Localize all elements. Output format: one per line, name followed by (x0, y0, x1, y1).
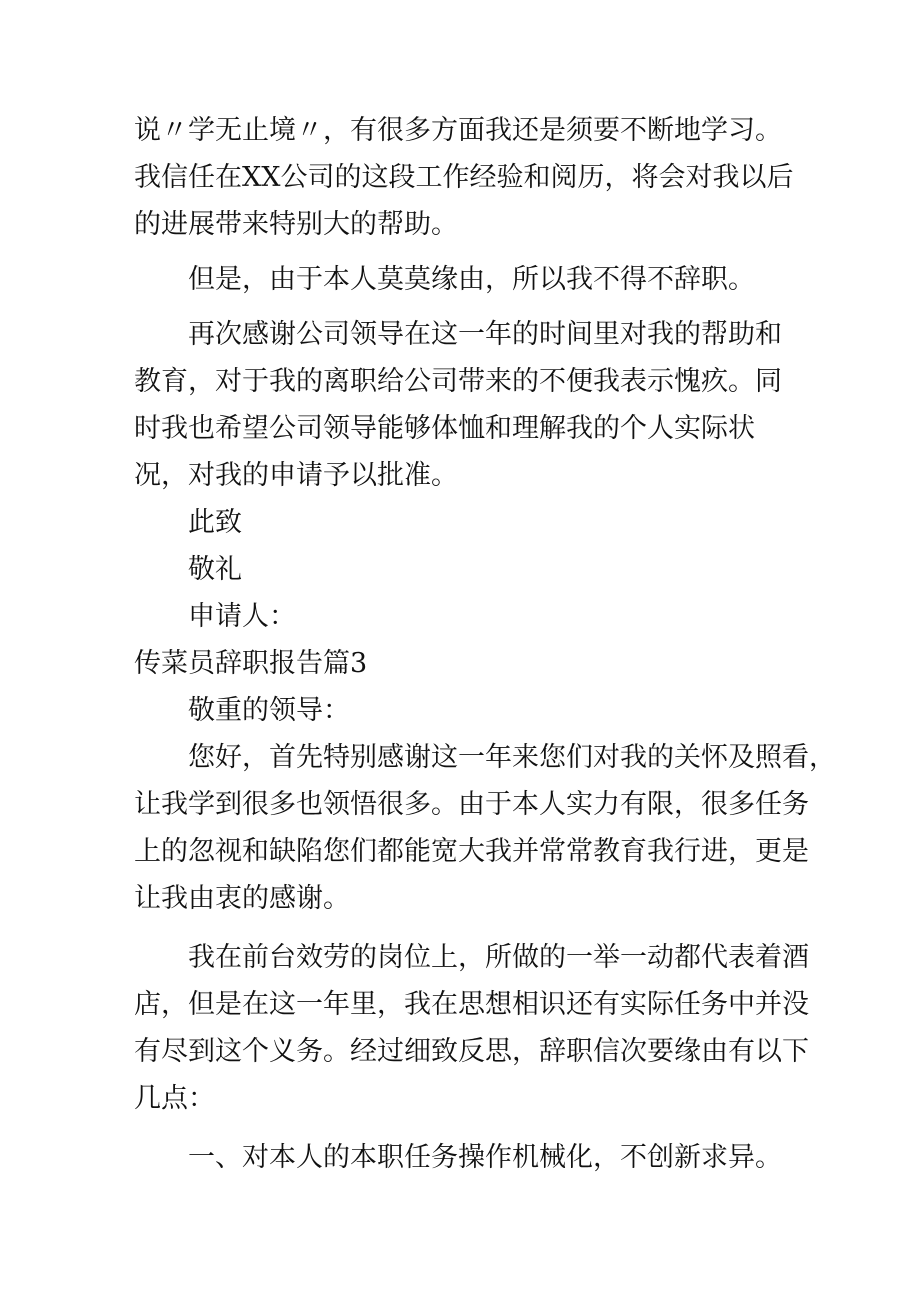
text-line: 教育，对于我的离职给公司带来的不便我表示愧疚。同 (134, 366, 782, 397)
section-title: 传菜员辞职报告篇3 (134, 648, 368, 679)
text-line: 让我由衷的感谢。 (134, 883, 350, 914)
closing-salutation: 敬礼 (188, 554, 242, 585)
text-line: 再次感谢公司领导在这一年的时间里对我的帮助和 (188, 319, 782, 350)
text-line: 一、对本人的本职任务操作机械化，不创新求异。 (188, 1142, 782, 1173)
text-line: 让我学到很多也领悟很多。由于本人实力有限，很多任务 (134, 789, 809, 820)
text-line: 的进展带来特别大的帮助。 (134, 209, 458, 240)
text-line: 店，但是在这一年里，我在思想相识还有实际任务中并没 (134, 989, 809, 1020)
greeting: 敬重的领导： (188, 695, 350, 726)
text-line: 说〃学无止境〃，有很多方面我还是须要不断地学习。 (134, 115, 782, 146)
text-line: 但是，由于本人莫莫缘由，所以我不得不辞职。 (188, 264, 755, 295)
document-body (134, 107, 836, 1181)
text-line: 我在前台效劳的岗位上，所做的一举一动都代表着酒 (188, 942, 809, 973)
closing-salutation: 此致 (188, 507, 242, 538)
text-line: 上的忽视和缺陷您们都能宽大我并常常教育我行进，更是 (134, 836, 809, 867)
text-line: 时我也希望公司领导能够体恤和理解我的个人实际状 (134, 413, 755, 444)
text-line: 我信任在XX公司的这段工作经验和阅历，将会对我以后 (134, 162, 794, 193)
text-line: 几点： (134, 1083, 215, 1114)
text-line: 有尽到这个义务。经过细致反思，辞职信次要缘由有以下 (134, 1036, 809, 1067)
applicant-label: 申请人： (188, 601, 296, 632)
text-line: 况，对我的申请予以批准。 (134, 460, 458, 491)
text-line: 您好，首先特别感谢这一年来您们对我的关怀及照看， (188, 742, 836, 773)
